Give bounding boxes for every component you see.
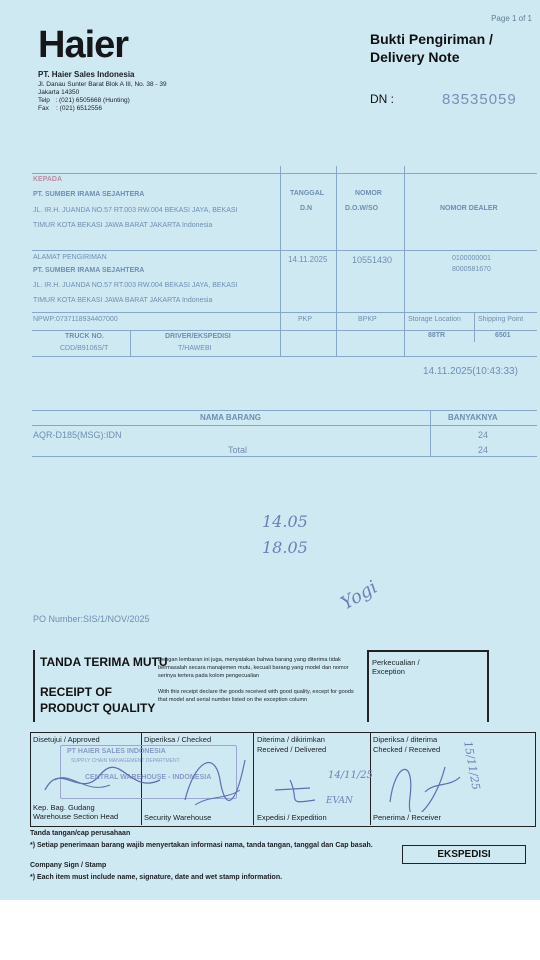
security-label: Security Warehouse [144,813,212,822]
col-tanggal: TANGGAL [290,190,325,197]
handwritten-delivery-date: 14/11/25 [328,770,373,781]
total-quantity: 24 [478,445,489,455]
driver-value: T/HAWEBI [178,345,212,352]
sign-label: Tanda tangan/cap perusahaan [30,830,131,837]
divider [367,650,487,652]
approved-label: Disetujui / Approved [33,735,100,744]
handwritten-receipt-date: 15/11/25 [461,740,483,791]
divider [404,166,405,356]
divider [32,250,537,251]
storage-location-value: 88TR [428,332,446,339]
company-address: Jl. Danau Sunter Barat Blok A III, No. 38 - 39 Jakarta 14350 Telp : (021) 6505668 (Hunting) Fax : (021) 6512556 [38,81,167,112]
dn-label: DN : [370,92,394,106]
exception-label: Perkecualian / Exception [372,658,420,676]
receiver-label: Penerima / Receiver [373,813,441,822]
pkp-label: PKP [298,316,313,323]
bpkp-label: BPKP [358,316,377,323]
divider [32,356,537,357]
shipping-point-label: Shipping Point [478,316,524,323]
shipping-point-value: 6501 [495,332,511,339]
receipt-text-id: Dengan lembaran ini juga, menyatakan bahwa barang yang diterima tidak bermasalah secara manajemen mutu, kecuali barang yang model dan nomor serinya tertera pada kolom pengecualian [158,657,349,679]
po-number: PO Number:SIS/1/NOV/2025 [33,614,150,624]
shipping-name: PT. SUMBER IRAMA SEJAHTERA [33,267,145,274]
haier-logo: Haier [38,24,129,66]
stamp-line-3: CENTRAL WAREHOUSE - INDONESIA [85,774,212,781]
print-timestamp: 14.11.2025(10:43:33) [423,366,518,377]
receipt-title-en: RECEIPT OF PRODUCT QUALITY [40,685,156,715]
total-label: Total [228,445,248,455]
divider [32,173,537,174]
security-signature [175,740,255,815]
received-label: Diperiksa / diterima Checked / Received [373,735,441,754]
truck-value: CDD/B9106S/T [60,345,109,352]
npwp: NPWP:0737118934407000 [33,316,118,323]
stamp-line-2: SUPPLY CHAIN MANAGEMENT DEPARTMENT [71,758,180,764]
shipping-address-2: TIMUR KOTA BEKASI JAWA BARAT JAKARTA Indonesia [33,297,213,304]
warehouse-head-label: Kep. Bag. Gudang Warehouse Section Head [33,803,119,821]
divider [367,650,369,722]
divider [32,330,537,331]
col-nomor: NOMOR [355,190,382,197]
checked-label: Diperiksa / Checked [144,735,212,744]
dn-number: 83535059 [442,91,517,108]
handwritten-signature: Yogi [337,576,382,615]
expedition-signature [270,770,330,810]
col-nomor-dealer: NOMOR DEALER [440,205,498,212]
note-id: *) Setiap penerimaan barang wajib menyertakan informasi nama, tanda tangan, tanggal dan Cap basah. [30,842,373,849]
expedition-label: Expedisi / Expedition [257,813,327,822]
divider [33,650,35,722]
divider [32,410,537,411]
item-quantity: 24 [478,430,489,440]
driver-label: DRIVER/EKSPEDISI [165,333,231,340]
dealer-number-2: 8000581670 [452,266,491,273]
company-sign-label: Company Sign / Stamp [30,862,107,869]
storage-location-label: Storage Location [408,316,461,323]
receipt-title-id: TANDA TERIMA MUTU [40,655,168,669]
handwritten-note-1: 14.05 [262,512,308,531]
shipping-label: ALAMAT PENGIRIMAN [33,254,107,261]
col-item-name: NAMA BARANG [200,413,262,422]
shipping-date: 14.11.2025 [288,255,328,264]
shipping-address-1: JL. IR.H. JUANDA NO.57 RT.003 RW.004 BEKASI JAYA, BEKASI [33,282,238,289]
stamp-line-1: PT HAIER SALES INDONESIA [67,748,166,755]
consignee-label: KEPADA [33,176,63,183]
divider [474,312,475,342]
order-number: 10551430 [352,255,393,265]
divider [130,330,131,356]
divider [32,425,537,426]
handwritten-expedition-name: EVAN [326,796,353,806]
receiver-signature [385,752,465,812]
item-name: AQR-D185(MSG):IDN [33,430,122,440]
col-nomor-do: D.O.W/SO [345,205,379,212]
consignee-name: PT. SUMBER IRAMA SEJAHTERA [33,191,145,198]
handwritten-note-2: 18.05 [262,538,308,557]
approver-signature [40,750,170,805]
company-name: PT. Haier Sales Indonesia [38,70,135,79]
divider [336,166,337,356]
divider [280,166,281,356]
divider [430,410,431,456]
truck-label: TRUCK NO. [65,333,104,340]
consignee-address-1: JL. IR.H. JUANDA NO.57 RT.003 RW.004 BEKASI JAYA, BEKASI [33,207,238,214]
delivered-label: Diterima / dikirimkan Received / Delivered [257,735,327,754]
note-en: *) Each item must include name, signature, date and wet stamp information. [30,874,283,881]
ekspedisi-copy-label: EKSPEDISI [402,845,526,864]
page-indicator: Page 1 of 1 [491,14,532,23]
document-title: Bukti Pengiriman / Delivery Note [370,31,493,65]
divider [32,312,537,313]
consignee-address-2: TIMUR KOTA BEKASI JAWA BARAT JAKARTA Indonesia [33,222,213,229]
col-tanggal-dn: D.N [300,205,313,212]
receipt-text-en: With this receipt declare the goods received with good quality, except for goods that model and serial number listed on the exception column [158,689,354,703]
col-quantity: BANYAKNYA [448,413,498,422]
divider [32,456,537,457]
dealer-number-1: 0100000001 [452,255,491,262]
divider [487,650,489,722]
